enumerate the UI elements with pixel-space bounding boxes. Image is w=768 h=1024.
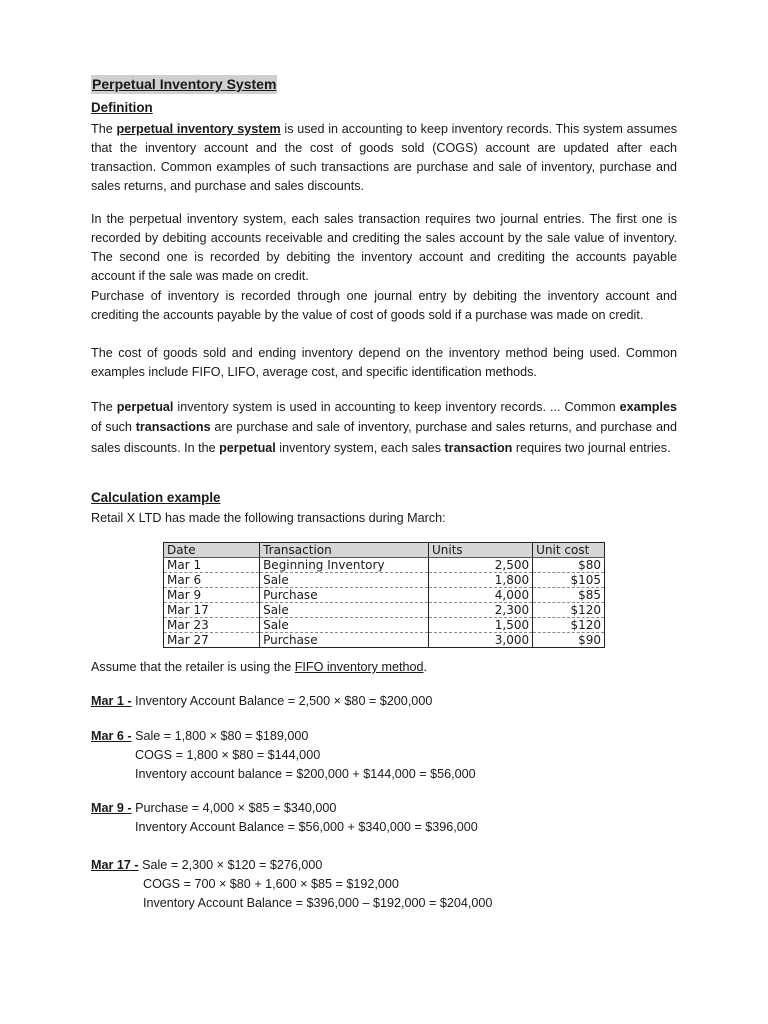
definition-paragraph: [91, 120, 677, 196]
p5-t2: inventory system is used in accounting to keep inventory records. ... Common: [173, 400, 620, 414]
table-row: [164, 588, 605, 603]
p5-t3: of such: [91, 420, 136, 435]
cell-transaction: Sale: [260, 603, 429, 618]
cell-units: 1,500: [428, 618, 532, 633]
cell-unit-cost: $85: [533, 588, 605, 603]
mar6-cogs: COGS = 1,800 × $80 = $144,000: [135, 748, 321, 762]
mar17-text: Sale = 2,300 × $120 = $276,000: [138, 858, 323, 872]
page-title: Perpetual Inventory System: [92, 76, 277, 92]
p1-lead: The: [91, 122, 117, 136]
p5-t6: requires two journal entries.: [512, 440, 671, 455]
cell-transaction: Sale: [260, 618, 429, 633]
col-header-transaction: Transaction: [260, 543, 429, 558]
cell-date: Mar 23: [164, 618, 260, 633]
p5-b5: transaction: [444, 440, 513, 455]
calculation-intro: Retail X LTD has made the following transactions during March:: [91, 511, 446, 525]
col-header-units: Units: [428, 543, 532, 558]
assume-lead: Assume that the retailer is using the: [91, 660, 295, 674]
p5-b1: perpetual: [116, 400, 174, 414]
mar9-label: Mar 9 -: [91, 801, 132, 815]
col-header-unit-cost: Unit cost: [533, 543, 605, 558]
table-row: [164, 573, 605, 588]
cell-unit-cost: $120: [533, 603, 605, 618]
p5-t5: inventory system, each sales: [275, 440, 445, 455]
journal-entries-paragraph: In the perpetual inventory system, each sales transaction requires two journal entries. The first one is recorded by debiting accounts receivable and crediting the sales account by the sale value of inventory. The second one is recorded by debiting the inventory account and crediting the accounts payable account if the sale was made on credit.: [91, 212, 677, 283]
assume-tail: .: [423, 660, 427, 674]
cell-units: 2,500: [428, 558, 532, 573]
purchase-paragraph: Purchase of inventory is recorded through one journal entry by debiting the inventory account and crediting the accounts payable by the value of cost of goods sold if a purchase was made on credit.: [91, 289, 677, 322]
table-header-row: [164, 543, 605, 558]
cell-units: 2,300: [428, 603, 532, 618]
p5-b3: transactions: [135, 420, 211, 435]
mar17-balance: Inventory Account Balance = $396,000 – $192,000 = $204,000: [143, 896, 493, 910]
p5-t4: are purchase and sale of inventory, purchase and sales returns, and purchase and sales discounts. In the: [91, 420, 677, 455]
cell-units: 4,000: [428, 588, 532, 603]
mar9-text: Purchase = 4,000 × $85 = $340,000: [131, 801, 337, 815]
table-row: [164, 618, 605, 633]
fifo-assumption: [91, 658, 427, 677]
col-header-date: Date: [164, 543, 260, 558]
p5-t1: The: [91, 400, 117, 414]
perpetual-inventory-system-term: perpetual inventory system: [116, 122, 281, 136]
cell-units: 3,000: [428, 633, 532, 648]
mar1-text: Inventory Account Balance = 2,500 × $80 = $200,000: [131, 694, 433, 708]
cell-unit-cost: $120: [533, 618, 605, 633]
mar6-text: Sale = 1,800 × $80 = $189,000: [131, 729, 309, 743]
cell-unit-cost: $105: [533, 573, 605, 588]
table-row: [164, 633, 605, 648]
cell-date: Mar 9: [164, 588, 260, 603]
mar6-balance: Inventory account balance = $200,000 + $144,000 = $56,000: [135, 767, 476, 781]
cogs-paragraph: The cost of goods sold and ending inventory depend on the inventory method being used. Common examples include FIFO, LIFO, average cost, and specific identification methods.: [91, 346, 677, 379]
mar1-label: Mar 1 -: [91, 694, 132, 708]
cell-unit-cost: $90: [533, 633, 605, 648]
fifo-method-link[interactable]: FIFO inventory method: [294, 660, 424, 674]
mar17-label: Mar 17 -: [91, 858, 139, 872]
mar9-entry: [91, 799, 336, 818]
mar17-entry: [91, 856, 322, 875]
mar6-entry: [91, 727, 308, 746]
cell-unit-cost: $80: [533, 558, 605, 573]
cell-transaction: Beginning Inventory: [260, 558, 429, 573]
cell-date: Mar 17: [164, 603, 260, 618]
cell-date: Mar 1: [164, 558, 260, 573]
cell-date: Mar 27: [164, 633, 260, 648]
p5-b2: examples: [619, 400, 677, 414]
calculation-heading: Calculation example: [91, 490, 221, 505]
definition-heading: Definition: [91, 100, 153, 115]
cell-date: Mar 6: [164, 573, 260, 588]
transactions-table: [163, 542, 605, 648]
cell-transaction: Sale: [260, 573, 429, 588]
summary-paragraph: [91, 397, 677, 458]
cell-transaction: Purchase: [260, 588, 429, 603]
table-row: [164, 558, 605, 573]
mar6-label: Mar 6 -: [91, 729, 132, 743]
table-row: [164, 603, 605, 618]
mar9-balance: Inventory Account Balance = $56,000 + $340,000 = $396,000: [135, 820, 478, 834]
cell-transaction: Purchase: [260, 633, 429, 648]
mar1-entry: [91, 692, 432, 711]
p1-rest: is used in accounting to keep inventory records. This system assumes that the inventory account and the cost of goods sold (COGS) account are updated after each transaction. Common examples of such transactions are purchase and sale of inventory, purchase and sales returns, and purchase and sales discounts.: [91, 122, 678, 193]
mar17-cogs: COGS = 700 × $80 + 1,600 × $85 = $192,000: [143, 877, 399, 891]
p5-b4: perpetual: [219, 440, 276, 455]
cell-units: 1,800: [428, 573, 532, 588]
